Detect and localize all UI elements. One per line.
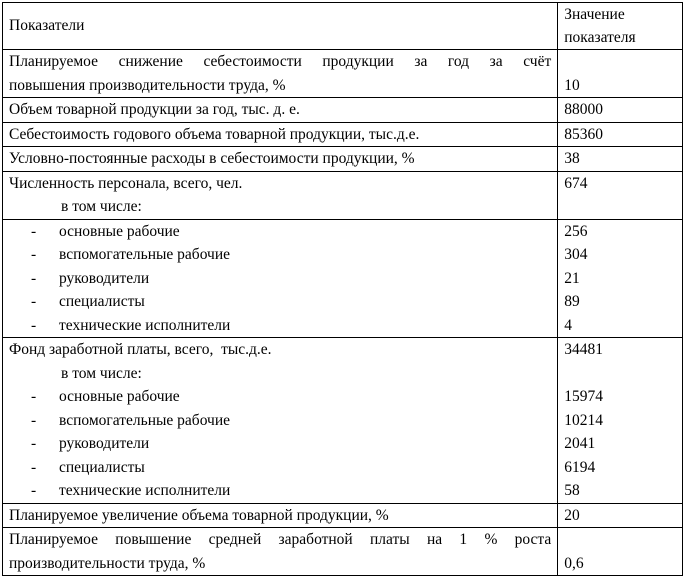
row-value: 10 <box>558 50 683 98</box>
row-label: Условно-постоянные расходы в себестоимости продукции, % <box>3 147 558 172</box>
item-label: вспомогательные рабочие <box>59 246 231 263</box>
table-row <box>3 528 683 576</box>
row-label <box>3 50 558 98</box>
row-label <box>3 171 558 219</box>
row-value: 88000 <box>558 98 683 123</box>
table-row-personnel-breakdown <box>3 219 683 338</box>
item-value: 58 <box>564 482 580 499</box>
dash-marker: - <box>31 269 37 287</box>
list-item <box>9 243 551 267</box>
row-value: 85360 <box>558 122 683 147</box>
dash-marker: - <box>31 293 37 310</box>
table-row <box>3 98 683 123</box>
row-label-line: Планируемое снижение себестоимости продукции за год за счёт <box>9 53 552 70</box>
item-label: специалисты <box>59 458 145 476</box>
item-value: 10214 <box>564 411 603 429</box>
table-row-personnel <box>3 171 683 219</box>
header-value: Значение показателя <box>558 3 683 50</box>
list-item <box>9 220 551 244</box>
list-item <box>9 290 551 314</box>
item-value: 21 <box>564 269 580 287</box>
list-item <box>9 409 551 433</box>
item-label: основные рабочие <box>59 222 180 240</box>
breakdown-values <box>558 219 683 338</box>
table-header-row <box>3 3 683 50</box>
table-row <box>3 503 683 528</box>
row-label-line: Планируемое повышение средней заработной платы на 1 % роста <box>9 531 552 548</box>
header-indicator: Показатели <box>3 3 558 50</box>
item-value: 89 <box>564 293 580 310</box>
item-value: 4 <box>564 316 572 334</box>
item-value: 2041 <box>564 435 596 452</box>
dash-marker: - <box>31 435 37 452</box>
item-label: технические исполнители <box>59 482 231 499</box>
item-label: специалисты <box>59 293 145 310</box>
including-label: в том числе: <box>61 198 142 215</box>
table-row-payroll <box>3 338 683 504</box>
dash-marker: - <box>31 411 37 429</box>
item-value: 304 <box>564 246 588 263</box>
row-label <box>3 528 558 576</box>
row-label: Планируемое увеличение объема товарной продукции, % <box>3 503 558 528</box>
row-label-line: производительности труда, % <box>9 554 206 572</box>
row-value: 38 <box>558 147 683 172</box>
including-label: в том числе: <box>61 364 142 382</box>
personnel-total-label: Численность персонала, всего, чел. <box>9 174 243 192</box>
payroll-values <box>558 338 683 504</box>
item-label: технические исполнители <box>59 316 231 334</box>
table-row <box>3 50 683 98</box>
dash-marker: - <box>31 388 37 405</box>
dash-marker: - <box>31 482 37 499</box>
list-item <box>9 385 551 409</box>
item-value: 6194 <box>564 458 596 476</box>
item-label: основные рабочие <box>59 388 180 405</box>
payroll-total-value: 34481 <box>564 341 603 358</box>
row-value: 20 <box>558 503 683 528</box>
personnel-total-value: 674 <box>558 171 683 219</box>
row-label: Себестоимость годового объема товарной продукции, тыс.д.е. <box>3 122 558 147</box>
item-label: вспомогательные рабочие <box>59 411 231 429</box>
item-value: 256 <box>564 222 588 240</box>
list-item <box>9 456 551 480</box>
row-label-line: повышения производительности труда, % <box>9 76 286 94</box>
item-label: руководители <box>59 269 150 287</box>
list-item <box>9 267 551 291</box>
indicators-table <box>2 2 683 576</box>
dash-marker: - <box>31 458 37 476</box>
row-label: Объем товарной продукции за год, тыс. д. е. <box>3 98 558 123</box>
breakdown-labels <box>3 219 558 338</box>
spacer <box>564 362 676 386</box>
list-item <box>9 314 551 338</box>
payroll-total-label: Фонд заработной платы, всего, тыс.д.е. <box>9 341 272 358</box>
item-value: 15974 <box>564 388 603 405</box>
dash-marker: - <box>31 246 37 263</box>
table-row <box>3 122 683 147</box>
table-row <box>3 147 683 172</box>
row-value: 0,6 <box>558 528 683 576</box>
list-item <box>9 479 551 503</box>
dash-marker: - <box>31 222 37 240</box>
payroll-labels <box>3 338 558 504</box>
item-label: руководители <box>59 435 150 452</box>
list-item <box>9 432 551 456</box>
dash-marker: - <box>31 316 37 334</box>
